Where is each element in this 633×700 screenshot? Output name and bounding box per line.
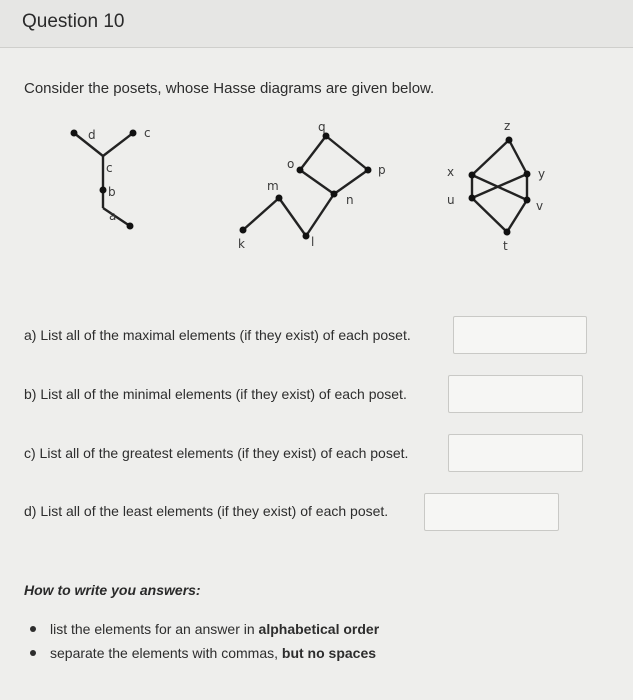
node-d <box>71 130 78 137</box>
label-z: z <box>504 119 511 133</box>
hasse-diagrams-image <box>60 108 580 268</box>
label-d: d <box>88 128 96 142</box>
howto-rules <box>28 617 379 665</box>
node-o <box>297 167 304 174</box>
poset-3 <box>472 140 527 232</box>
question-header <box>0 0 633 48</box>
label-b: b <box>108 185 116 199</box>
bullet-icon <box>30 626 36 632</box>
question-title: Question 10 <box>22 11 125 32</box>
answer-b-input[interactable] <box>448 375 583 413</box>
node-u <box>469 195 476 202</box>
answer-d-input[interactable] <box>424 493 559 531</box>
poset-1 <box>74 133 133 226</box>
label-o: o <box>287 157 295 171</box>
hasse-diagrams <box>60 108 580 268</box>
node-v <box>524 197 531 204</box>
node-p <box>365 167 372 174</box>
label-l: l <box>311 235 315 249</box>
question-d-text: d) List all of the least elements (if they exist) of each poset. <box>24 503 389 519</box>
label-y: y <box>538 167 546 181</box>
question-b-text: b) List all of the minimal elements (if they exist) of each poset. <box>24 386 407 402</box>
label-k: k <box>238 237 245 251</box>
label-m: m <box>267 179 279 193</box>
label-c: c <box>106 161 113 175</box>
poset-2 <box>243 136 368 236</box>
howto-title: How to write you answers: <box>24 582 201 598</box>
rule-item: separate the elements with commas, but no spaces <box>28 641 379 665</box>
label-v: v <box>536 199 544 213</box>
question-intro: Consider the posets, whose Hasse diagrams are given below. <box>24 80 435 97</box>
node-m <box>276 195 283 202</box>
label-q: q <box>318 120 326 134</box>
node-l <box>303 233 310 240</box>
node-x <box>469 172 476 179</box>
node-y <box>524 171 531 178</box>
label-n: n <box>346 193 354 207</box>
label-c-top: c <box>144 126 151 140</box>
node-t <box>504 229 511 236</box>
answer-c-input[interactable] <box>448 434 583 472</box>
node-k <box>240 227 247 234</box>
question-a-text: a) List all of the maximal elements (if they exist) of each poset. <box>24 327 411 343</box>
label-x: x <box>447 165 455 179</box>
rule-item: list the elements for an answer in alphabetical order <box>28 617 379 641</box>
label-u: u <box>447 193 455 207</box>
answer-a-input[interactable] <box>453 316 587 354</box>
node-a <box>127 223 134 230</box>
label-a: a <box>109 209 117 223</box>
bullet-icon <box>30 650 36 656</box>
node-c-top <box>130 130 137 137</box>
node-b <box>100 187 107 194</box>
node-n <box>331 191 338 198</box>
label-t: t <box>503 239 508 253</box>
label-p: p <box>378 163 386 177</box>
question-c-text: c) List all of the greatest elements (if they exist) of each poset. <box>24 445 409 461</box>
poset-2-nodes <box>240 133 372 240</box>
node-z <box>506 137 513 144</box>
